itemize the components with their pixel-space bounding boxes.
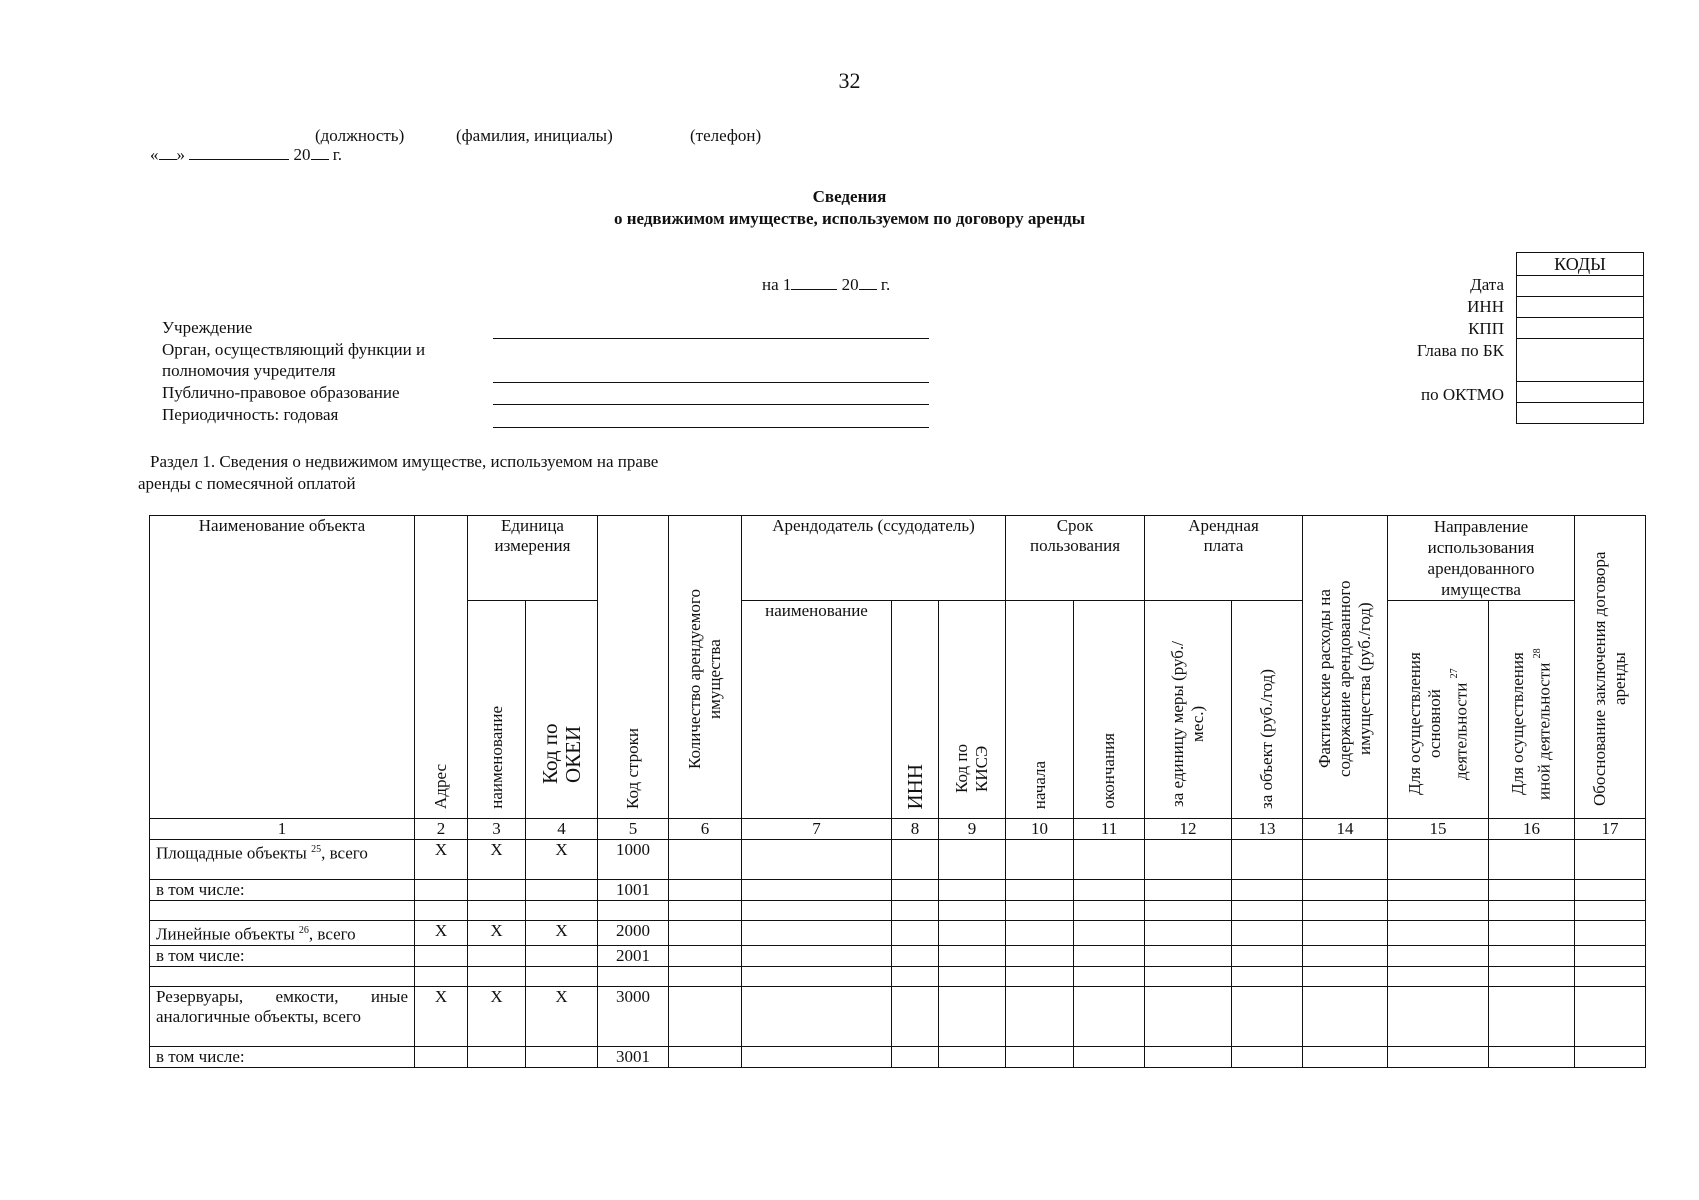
footnote-marker: 25 bbox=[311, 844, 322, 855]
data-cell[interactable] bbox=[1489, 1046, 1575, 1067]
column-number: 13 bbox=[1232, 819, 1303, 840]
page-number: 32 bbox=[838, 68, 861, 93]
data-cell[interactable] bbox=[1489, 945, 1575, 966]
header-usage-other: Для осуществления иной деятельности $^{28}$ bbox=[1489, 601, 1575, 819]
periodicity-field[interactable] bbox=[493, 427, 929, 428]
data-cell[interactable] bbox=[1303, 945, 1388, 966]
data-cell[interactable] bbox=[939, 901, 1006, 921]
data-cell[interactable] bbox=[892, 901, 939, 921]
codes-extra-cell[interactable] bbox=[1517, 403, 1644, 424]
header-lessor-inn: ИНН bbox=[892, 601, 939, 819]
data-cell[interactable] bbox=[1489, 921, 1575, 946]
codes-budget-chapter-cell[interactable] bbox=[1517, 339, 1644, 382]
data-cell[interactable] bbox=[1575, 880, 1646, 901]
public-entity-field[interactable] bbox=[493, 404, 929, 405]
data-cell[interactable] bbox=[742, 1046, 892, 1067]
data-cell[interactable] bbox=[892, 966, 939, 986]
institution-label: Учреждение bbox=[162, 318, 253, 337]
data-cell[interactable] bbox=[1006, 921, 1074, 946]
not-applicable-mark bbox=[415, 880, 468, 901]
table-body bbox=[150, 840, 1646, 1068]
data-cell[interactable] bbox=[939, 945, 1006, 966]
header-unit-code: Код по ОКЕИ bbox=[526, 601, 598, 819]
data-cell[interactable] bbox=[1303, 901, 1388, 921]
data-cell[interactable] bbox=[742, 840, 892, 880]
column-number: 16 bbox=[1489, 819, 1575, 840]
header-usage: Направление использования арендованного имущества bbox=[1388, 516, 1575, 601]
data-cell[interactable] bbox=[1232, 840, 1303, 880]
not-applicable-mark bbox=[415, 901, 468, 921]
not-applicable-mark bbox=[468, 901, 526, 921]
row-code: 3000 bbox=[598, 986, 669, 1046]
data-cell[interactable] bbox=[1489, 840, 1575, 880]
codes-inn-cell[interactable] bbox=[1517, 297, 1644, 318]
not-applicable-mark bbox=[468, 945, 526, 966]
column-number: 11 bbox=[1074, 819, 1145, 840]
data-cell[interactable] bbox=[1303, 840, 1388, 880]
data-cell[interactable] bbox=[1303, 921, 1388, 946]
footnote-27: 27 bbox=[1448, 668, 1460, 679]
row-label: в том числе: bbox=[150, 945, 415, 966]
footnote-28: 28 bbox=[1532, 648, 1544, 659]
data-cell[interactable] bbox=[1388, 840, 1489, 880]
data-cell[interactable] bbox=[1303, 880, 1388, 901]
table-row bbox=[150, 986, 1646, 1046]
data-cell[interactable] bbox=[1006, 945, 1074, 966]
row-code: 1001 bbox=[598, 880, 669, 901]
data-cell[interactable] bbox=[1232, 986, 1303, 1046]
data-cell[interactable] bbox=[1303, 986, 1388, 1046]
data-cell[interactable] bbox=[742, 880, 892, 901]
data-cell[interactable] bbox=[1232, 921, 1303, 946]
data-cell[interactable] bbox=[1575, 1046, 1646, 1067]
data-cell[interactable] bbox=[1006, 880, 1074, 901]
form-title: Сведения bbox=[812, 187, 887, 206]
data-cell[interactable] bbox=[1006, 966, 1074, 986]
data-cell[interactable] bbox=[1074, 966, 1145, 986]
row-code: 2000 bbox=[598, 921, 669, 946]
data-cell[interactable] bbox=[939, 966, 1006, 986]
not-applicable-mark bbox=[415, 945, 468, 966]
header-rent-object: за объект (руб./год) bbox=[1232, 601, 1303, 819]
column-number: 1 bbox=[150, 819, 415, 840]
codes-table bbox=[1516, 252, 1644, 424]
data-cell[interactable] bbox=[669, 945, 742, 966]
header-lessor: Арендодатель (ссудодатель) bbox=[742, 516, 1006, 601]
codes-oktmo-cell[interactable] bbox=[1517, 382, 1644, 403]
column-number: 7 bbox=[742, 819, 892, 840]
data-cell[interactable] bbox=[1006, 986, 1074, 1046]
data-cell[interactable] bbox=[1575, 921, 1646, 946]
data-cell[interactable] bbox=[669, 880, 742, 901]
column-number-row bbox=[150, 819, 1646, 840]
not-applicable-mark: X bbox=[468, 921, 526, 946]
column-number: 5 bbox=[598, 819, 669, 840]
header-row-code: Код строки bbox=[598, 516, 669, 819]
column-number: 17 bbox=[1575, 819, 1646, 840]
row-label bbox=[150, 966, 415, 986]
header-unit-name: наименование bbox=[468, 601, 526, 819]
public-entity-label: Публично-правовое образование bbox=[162, 383, 400, 402]
data-cell[interactable] bbox=[1489, 880, 1575, 901]
data-cell[interactable] bbox=[1388, 945, 1489, 966]
data-cell[interactable] bbox=[1074, 986, 1145, 1046]
header-term: Срок пользования bbox=[1006, 516, 1145, 601]
not-applicable-mark bbox=[526, 1046, 598, 1067]
not-applicable-mark bbox=[526, 966, 598, 986]
column-number: 10 bbox=[1006, 819, 1074, 840]
data-cell[interactable] bbox=[1388, 966, 1489, 986]
row-code: 2001 bbox=[598, 945, 669, 966]
column-number: 2 bbox=[415, 819, 468, 840]
not-applicable-mark bbox=[468, 966, 526, 986]
header-lessor-kise: Код по КИСЭ bbox=[939, 601, 1006, 819]
codes-date-label: Дата bbox=[1470, 275, 1504, 294]
table-row bbox=[150, 840, 1646, 880]
row-code bbox=[598, 901, 669, 921]
data-cell[interactable] bbox=[1145, 966, 1232, 986]
header-quantity: Количество арендуемого имущества bbox=[669, 516, 742, 819]
data-cell[interactable] bbox=[1232, 945, 1303, 966]
data-cell[interactable] bbox=[1575, 840, 1646, 880]
not-applicable-mark: X bbox=[415, 986, 468, 1046]
data-cell[interactable] bbox=[1388, 901, 1489, 921]
not-applicable-mark bbox=[415, 1046, 468, 1067]
data-cell[interactable] bbox=[1232, 966, 1303, 986]
not-applicable-mark bbox=[526, 880, 598, 901]
codes-kpp-cell[interactable] bbox=[1517, 318, 1644, 339]
codes-oktmo-label: по ОКТМО bbox=[1420, 385, 1504, 404]
column-number: 4 bbox=[526, 819, 598, 840]
periodicity-label: Периодичность: годовая bbox=[162, 405, 339, 424]
table-row bbox=[150, 901, 1646, 921]
column-number: 6 bbox=[669, 819, 742, 840]
codes-kpp-label: КПП bbox=[1468, 319, 1504, 338]
data-cell[interactable] bbox=[1006, 1046, 1074, 1067]
data-cell[interactable] bbox=[892, 986, 939, 1046]
data-cell[interactable] bbox=[1388, 1046, 1489, 1067]
footnote-marker: 26 bbox=[298, 925, 309, 936]
data-cell[interactable] bbox=[1388, 880, 1489, 901]
signature-phone-label: (телефон) bbox=[690, 126, 762, 145]
data-cell[interactable] bbox=[669, 901, 742, 921]
data-cell[interactable] bbox=[892, 945, 939, 966]
not-applicable-mark: X bbox=[526, 986, 598, 1046]
data-cell[interactable] bbox=[939, 1046, 1006, 1067]
data-cell[interactable] bbox=[1074, 921, 1145, 946]
data-cell[interactable] bbox=[939, 880, 1006, 901]
not-applicable-mark bbox=[415, 966, 468, 986]
data-cell[interactable] bbox=[939, 921, 1006, 946]
row-label bbox=[150, 901, 415, 921]
founder-label-cont: полномочия учредителя bbox=[162, 361, 336, 380]
codes-title: КОДЫ bbox=[1517, 253, 1644, 276]
data-cell[interactable] bbox=[892, 1046, 939, 1067]
data-cell[interactable] bbox=[1145, 901, 1232, 921]
signature-position-label: (должность) bbox=[315, 126, 405, 145]
data-cell[interactable] bbox=[742, 901, 892, 921]
data-cell[interactable] bbox=[1074, 901, 1145, 921]
founder-label: Орган, осуществляющий функции и bbox=[162, 340, 426, 359]
not-applicable-mark: X bbox=[526, 921, 598, 946]
data-cell[interactable] bbox=[669, 966, 742, 986]
founder-field[interactable] bbox=[493, 382, 929, 383]
header-rent: Арендная плата bbox=[1145, 516, 1303, 601]
header-justification: Обоснование заключения договора аренды bbox=[1575, 516, 1646, 819]
data-cell[interactable] bbox=[742, 921, 892, 946]
not-applicable-mark: X bbox=[468, 840, 526, 880]
not-applicable-mark: X bbox=[526, 840, 598, 880]
data-cell[interactable] bbox=[1388, 921, 1489, 946]
report-date: на 1 20 г. bbox=[762, 275, 891, 294]
data-cell[interactable] bbox=[939, 840, 1006, 880]
data-cell[interactable] bbox=[1145, 1046, 1232, 1067]
data-cell[interactable] bbox=[1303, 966, 1388, 986]
data-cell[interactable] bbox=[669, 986, 742, 1046]
signature-date: « » 20 г. bbox=[150, 145, 343, 164]
data-cell[interactable] bbox=[1006, 840, 1074, 880]
data-cell[interactable] bbox=[892, 840, 939, 880]
data-cell[interactable] bbox=[1575, 945, 1646, 966]
form-subtitle: о недвижимом имуществе, используемом по договору аренды bbox=[613, 209, 1086, 228]
table-row bbox=[150, 966, 1646, 986]
data-cell[interactable] bbox=[669, 1046, 742, 1067]
data-cell[interactable] bbox=[1489, 901, 1575, 921]
row-label: Линейные объекты $^{26}$, всего bbox=[150, 921, 415, 946]
column-number: 8 bbox=[892, 819, 939, 840]
not-applicable-mark bbox=[468, 1046, 526, 1067]
data-cell[interactable] bbox=[742, 945, 892, 966]
data-cell[interactable] bbox=[742, 966, 892, 986]
data-cell[interactable] bbox=[1074, 840, 1145, 880]
not-applicable-mark: X bbox=[415, 840, 468, 880]
table-row bbox=[150, 1046, 1646, 1067]
row-code bbox=[598, 966, 669, 986]
data-cell[interactable] bbox=[1145, 986, 1232, 1046]
data-cell[interactable] bbox=[892, 880, 939, 901]
column-number: 3 bbox=[468, 819, 526, 840]
header-term-start: начала bbox=[1006, 601, 1074, 819]
header-rent-unit: за единицу меры (руб./мес.) bbox=[1145, 601, 1232, 819]
table-row bbox=[150, 880, 1646, 901]
header-lessor-name: наименование bbox=[742, 601, 892, 819]
signature-name-label: (фамилия, инициалы) bbox=[456, 126, 613, 145]
column-number: 14 bbox=[1303, 819, 1388, 840]
column-number: 12 bbox=[1145, 819, 1232, 840]
row-label: в том числе: bbox=[150, 880, 415, 901]
data-cell[interactable] bbox=[669, 840, 742, 880]
data-cell[interactable] bbox=[1145, 840, 1232, 880]
codes-date-cell[interactable] bbox=[1517, 276, 1644, 297]
not-applicable-mark bbox=[526, 945, 598, 966]
data-cell[interactable] bbox=[1074, 1046, 1145, 1067]
data-cell[interactable] bbox=[1489, 986, 1575, 1046]
header-address: Адрес bbox=[415, 516, 468, 819]
data-cell[interactable] bbox=[892, 921, 939, 946]
data-cell[interactable] bbox=[742, 986, 892, 1046]
data-cell[interactable] bbox=[1575, 901, 1646, 921]
table-row bbox=[150, 921, 1646, 946]
institution-field[interactable] bbox=[493, 338, 929, 339]
data-cell[interactable] bbox=[1145, 880, 1232, 901]
column-number: 9 bbox=[939, 819, 1006, 840]
data-cell[interactable] bbox=[1145, 921, 1232, 946]
data-cell[interactable] bbox=[1232, 901, 1303, 921]
property-table bbox=[149, 515, 1646, 1068]
data-cell[interactable] bbox=[1145, 945, 1232, 966]
data-cell[interactable] bbox=[1575, 966, 1646, 986]
row-code: 1000 bbox=[598, 840, 669, 880]
header-term-end: окончания bbox=[1074, 601, 1145, 819]
section-title: Раздел 1. Сведения о недвижимом имуществе, используемом на праве аренды с помесячной оплатой bbox=[138, 452, 659, 493]
data-cell[interactable] bbox=[1074, 945, 1145, 966]
row-label: Резервуары, емкости, иные аналогичные объекты, всего bbox=[150, 986, 415, 1046]
row-label: в том числе: bbox=[150, 1046, 415, 1067]
not-applicable-mark: X bbox=[415, 921, 468, 946]
not-applicable-mark: X bbox=[468, 986, 526, 1046]
header-actual-costs: Фактические расходы на содержание арендованного имущества (руб./год) bbox=[1303, 516, 1388, 819]
data-cell[interactable] bbox=[669, 921, 742, 946]
row-code: 3001 bbox=[598, 1046, 669, 1067]
table-row bbox=[150, 945, 1646, 966]
column-number: 15 bbox=[1388, 819, 1489, 840]
header-object-name: Наименование объекта bbox=[150, 516, 415, 819]
data-cell[interactable] bbox=[1388, 986, 1489, 1046]
data-cell[interactable] bbox=[1575, 986, 1646, 1046]
header-unit: Единица измерения bbox=[468, 516, 598, 601]
data-cell[interactable] bbox=[939, 986, 1006, 1046]
codes-budget-chapter-label: Глава по БК bbox=[1416, 341, 1504, 360]
data-cell[interactable] bbox=[1489, 966, 1575, 986]
not-applicable-mark bbox=[526, 901, 598, 921]
data-cell[interactable] bbox=[1074, 880, 1145, 901]
data-cell[interactable] bbox=[1006, 901, 1074, 921]
data-cell[interactable] bbox=[1232, 1046, 1303, 1067]
data-cell[interactable] bbox=[1303, 1046, 1388, 1067]
codes-inn-label: ИНН bbox=[1467, 297, 1504, 316]
not-applicable-mark bbox=[468, 880, 526, 901]
row-label: Площадные объекты $^{25}$, всего bbox=[150, 840, 415, 880]
header-usage-main: Для осуществления основной деятельности $^{27}$ bbox=[1388, 601, 1489, 819]
data-cell[interactable] bbox=[1232, 880, 1303, 901]
